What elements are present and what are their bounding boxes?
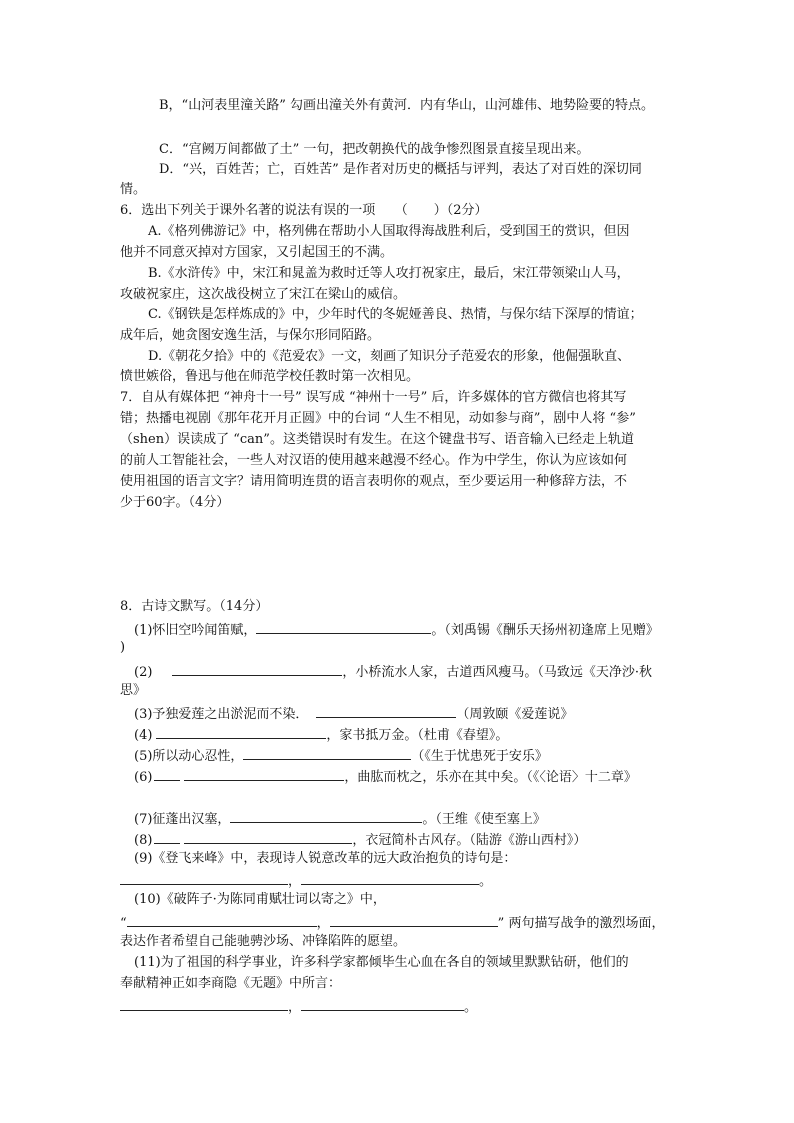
q8-blank-9a[interactable] [120,870,288,885]
q8-blank-11b[interactable] [301,996,464,1011]
q8-item-7-source: 。（王维《使至塞上》 [422,812,546,827]
q8-item-2-source: ，小桥流水人家，古道西风瘦马。（马致远《天净沙·秋 [342,665,653,680]
q5-option-d-line2: 情。 [120,182,147,197]
q8-item-11-line1: (11)为了祖国的科学事业，许多科学家都倾毕生心血在各自的领域里默默钻研，他们的 [134,955,629,970]
q8-item-10-tail: ” 两句描写战争的激烈场面， [497,916,665,931]
q8-item-11-line2: 奉献精神正如李商隐《无题》中所言： [120,976,342,991]
q6-option-d-line2: 愤世嫉俗，鲁迅与他在师范学校任教时第一次相见。 [120,369,420,384]
q8-item-6 [134,766,637,784]
q6-option-b-line2: 攻破祝家庄，这次战役树立了宋江在梁山的威信。 [120,287,407,302]
q8-item-10-answer [120,912,664,930]
q8-stem: 8．古诗文默写。（14分） [120,599,269,614]
q8-item-2-close: 思》 [120,683,147,698]
q6-option-d-line1: D.《朝花夕拾》中的《范爱农》一文，刻画了知识分子范爱农的形象，他倔强耿直、 [148,349,631,364]
q8-quote-open-10: “ [120,916,127,931]
q8-item-5-source: （《生于忧患死于安乐》 [411,749,548,764]
q8-item-5-prompt: (5)所以动心忍性， [134,749,244,764]
q8-blank-10b[interactable] [330,912,498,927]
q8-blank-5[interactable] [243,745,411,760]
q8-item-3-prompt: (3)予独爱莲之出淤泥而不染． [134,707,309,722]
q7-line6: 少于60字。（4分） [120,495,230,510]
q8-item-11-answer [120,996,477,1014]
q7-line5: 使用祖国的语言文字？请用简明连贯的语言表明你的观点，至少要运用一种修辞方法，不 [120,474,628,489]
q8-item-2 [134,661,652,679]
q8-item-1 [134,619,659,637]
q8-item-8-source: ，衣冠简朴古风存。（陆游《游山西村》） [352,833,587,848]
q6-option-a-line1: A.《格列佛游记》中，格列佛在帮助小人国取得海战胜利后，受到国王的赏识，但因 [148,224,630,239]
q8-blank-6a[interactable] [154,766,180,781]
q8-item-3-source: （周敦颐《爱莲说》 [456,707,574,722]
q8-item-6-number: (6) [134,770,153,785]
q5-option-b: B，“山河表里潼关路” 勾画出潼关外有黄河．内有华山，山河雄伟、地势险要的特点。 [159,98,654,113]
q5-option-c: C．“宫阙万间都做了土” 一句，把改朝换代的战争惨烈图景直接呈现出来。 [159,142,590,157]
q8-blank-8a[interactable] [154,829,180,844]
q6-option-c-line1: C.《钢铁是怎样炼成的》中，少年时代的冬妮娅善良、热情，与保尔结下深厚的情谊； [148,307,643,322]
q8-item-8-number: (8) [134,833,153,848]
q6-option-b-line1: B.《水浒传》中，宋江和晁盖为救时迁等人攻打祝家庄，最后，宋江带领梁山人马， [148,266,630,281]
q5-option-d-line1: D．“兴，百姓苦；亡，百姓苦” 是作者对历史的概括与评判，表达了对百姓的深切同 [159,162,642,177]
q8-item-6-source: ，曲肱而枕之，乐亦在其中矣。（《〈论语〉十二章》 [344,770,637,785]
q8-item-2-number: (2) [134,665,153,680]
q8-item-10: (10)《破阵子·为陈同甫赋壮词以寄之》中， [134,892,386,907]
q8-blank-4[interactable] [156,724,326,739]
q8-item-9-answer [120,870,492,888]
q8-period-9: 。 [479,874,493,889]
q8-blank-2[interactable] [172,661,342,676]
q8-blank-9b[interactable] [301,870,479,885]
q8-item-8 [134,829,586,847]
q8-blank-3[interactable] [316,703,456,718]
q8-item-4-number: (4) [134,728,153,743]
q8-blank-10a[interactable] [127,912,317,927]
q8-item-1-source: 。（刘禹锡《酬乐天扬州初逢席上见赠》 [431,623,659,638]
q8-blank-6b[interactable] [184,766,344,781]
q8-item-3 [134,703,573,721]
q6-option-a-line2: 他并不同意灭掉对方国家，又引起国王的不满。 [120,245,394,260]
q8-item-4 [134,724,508,742]
q8-period-11: 。 [464,1000,478,1015]
q8-item-4-source: ，家书抵万金。（杜甫《春望》。 [326,728,509,743]
q8-comma-10: ， [316,916,330,931]
q6-option-c-line2: 成年后，她贪图安逸生活，与保尔形同陌路。 [120,328,381,343]
q7-line1: 7．自从有媒体把 “神舟十一号” 误写成 “神州十一号” 后，许多媒体的官方微信也将其写 [120,390,627,405]
q7-line3: （shen）误读成了 “can”。这类错误时有发生。在这个键盘书写、语音输入已经走上轨道 [120,432,634,447]
q8-comma-9: ， [288,874,302,889]
q8-item-10-line3: 表达作者希望自己能驰骋沙场、冲锋陷阵的愿望。 [120,934,407,949]
q8-blank-8b[interactable] [184,829,352,844]
q8-item-1-close: ) [120,640,126,655]
q7-line4: 的前人工智能社会，一些人对汉语的使用越来越漫不经心。作为中学生，你认为应该如何 [120,453,628,468]
q7-line2: 错；热播电视剧《那年花开月正圆》中的台词 “人生不相见，动如参与商”，剧中人将 “参” [120,411,636,426]
q8-item-7-prompt: (7)征蓬出汉塞， [134,812,231,827]
q8-comma-11: ， [288,1000,302,1015]
q8-item-1-prompt: (1)怀旧空吟闻笛赋， [134,623,257,638]
q6-stem: 6．选出下列关于课外名著的说法有误的一项 （ ）（2分） [120,203,488,218]
q8-item-9: (9)《登飞来峰》中，表现诗人锐意改革的远大政治抱负的诗句是： [134,851,517,866]
q8-item-5 [134,745,548,763]
q8-blank-11a[interactable] [120,996,288,1011]
q8-blank-7[interactable] [230,808,422,823]
q8-blank-1[interactable] [256,619,431,634]
q8-item-7 [134,808,546,826]
